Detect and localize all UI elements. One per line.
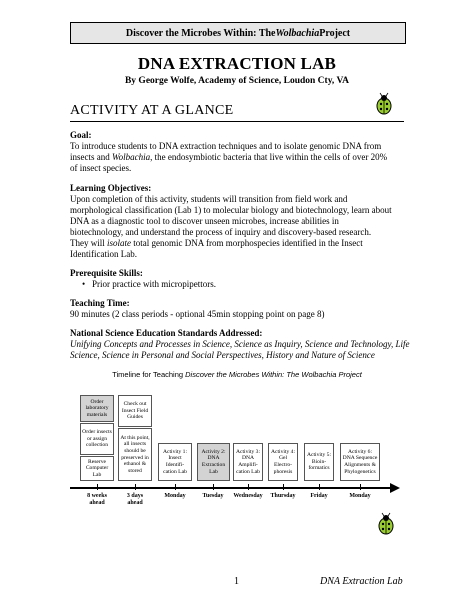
objectives-heading: Learning Objectives:	[70, 183, 152, 193]
goal-line-1: To introduce students to DNA extraction techniques and to isolate genomic DNA from	[70, 141, 382, 151]
teaching-text: 90 minutes (2 class periods - optional 45min stopping point on page 8)	[70, 309, 325, 319]
tick	[283, 484, 284, 490]
activity-5-box: Activity 5: Bioin-formatics	[304, 443, 334, 481]
objectives-line-2: morphological classification (Lab 1) to molecular biology and biotechnology, learn about	[70, 205, 392, 215]
goal-section	[70, 130, 410, 174]
header-title-suffix: Project	[319, 27, 351, 39]
prereq-bullet: Prior practice with micropipettors.	[92, 279, 216, 289]
preserve-insects-box: At this point, all insects should be preserved in ethanol & stored	[118, 428, 152, 481]
bullet-icon: •	[82, 279, 86, 289]
activity-3-box: Activity 3: DNA Amplifi-cation Lab	[233, 443, 263, 481]
activity-4-box: Activity 4: Gel Electro-phoresis	[268, 443, 298, 481]
header-banner	[70, 22, 406, 44]
objectives-line-1: Upon completion of this activity, students will transition from field work and	[70, 194, 348, 204]
byline: By George Wolfe, Academy of Science, Loudon Cty, VA	[124, 76, 350, 86]
section-title: ACTIVITY AT A GLANCE	[70, 103, 234, 118]
day-label-8-weeks: 8 weeks ahead	[87, 493, 107, 506]
day-label-friday: Friday	[310, 493, 328, 499]
checkout-guides-box: Check out Insect Field Guides	[118, 395, 152, 427]
timeline-arrow-icon	[390, 483, 400, 493]
timeline-axis	[70, 487, 392, 489]
goal-line-2: insects and Wolbachia, the endosymbiotic bacteria that live within the cells of over 20%	[70, 152, 388, 162]
ladybug-icon	[374, 512, 398, 536]
objectives-line-3: DNA as a diagnostic tool to discover unseen microbes, increase abilities in	[70, 216, 339, 226]
standards-section	[70, 328, 410, 361]
day-label-monday-2: Monday	[349, 493, 371, 499]
order-lab-box: Order laboratory materials	[80, 395, 114, 422]
objectives-section	[70, 183, 410, 260]
objectives-line-6: Identification Lab.	[70, 249, 137, 259]
day-label-thursday: Thursday	[270, 493, 296, 499]
standards-line-1: Unifying Concepts and Processes in Science, Science as Inquiry, Science and Technology, Life	[70, 339, 410, 349]
standards-line-2: Science, Science in Personal and Social Perspectives, History and Nature of Science	[70, 350, 375, 360]
header-title-prefix: Discover the Microbes Within: The	[125, 27, 276, 39]
goal-line-3: of insect species.	[70, 163, 132, 173]
tick	[319, 484, 320, 490]
activity-1-box: Activity 1: Insect Identifi-cation Lab	[158, 443, 192, 481]
header-title-italic: Wolbachia	[275, 27, 320, 39]
day-label-tuesday: Tuesday	[202, 493, 224, 499]
day-label-3-days: 3 days ahead	[126, 493, 144, 506]
page-title: DNA EXTRACTION LAB	[137, 54, 337, 73]
activity-2-box: Activity 2: DNA Extraction Lab	[197, 443, 230, 481]
tick	[213, 484, 214, 490]
goal-heading: Goal:	[70, 130, 92, 140]
prereq-section	[70, 268, 410, 279]
objectives-line-4: biotechnology, and understand the process of inquiry and discovery-based research.	[70, 227, 372, 237]
page-number: 1	[234, 576, 239, 587]
tick	[135, 484, 136, 490]
standards-heading: National Science Education Standards Addressed:	[70, 328, 263, 338]
teaching-heading: Teaching Time:	[70, 298, 130, 308]
footer-title: DNA Extraction Lab	[320, 576, 403, 587]
section-divider	[70, 121, 404, 122]
activity-6-box: Activity 6: DNA Sequence Alignments & Phylogenetics	[340, 443, 380, 481]
objectives-line-5: They will isolate total genomic DNA from morphospecies identified in the Insect	[70, 238, 363, 248]
day-label-wednesday: Wednesday	[233, 493, 263, 499]
reserve-lab-box: Reserve Computer Lab	[80, 456, 114, 481]
day-label-monday: Monday	[164, 493, 186, 499]
tick	[175, 484, 176, 490]
ladybug-icon	[372, 92, 396, 116]
tick	[360, 484, 361, 490]
prereq-heading: Prerequisite Skills:	[70, 268, 143, 278]
teaching-section	[70, 298, 410, 320]
tick	[97, 484, 98, 490]
order-insects-box: Order insects or assign collection	[80, 423, 114, 455]
tick	[248, 484, 249, 490]
timeline-title: Timeline for Teaching Discover the Microbes Within: The Wolbachia Project	[112, 370, 362, 379]
